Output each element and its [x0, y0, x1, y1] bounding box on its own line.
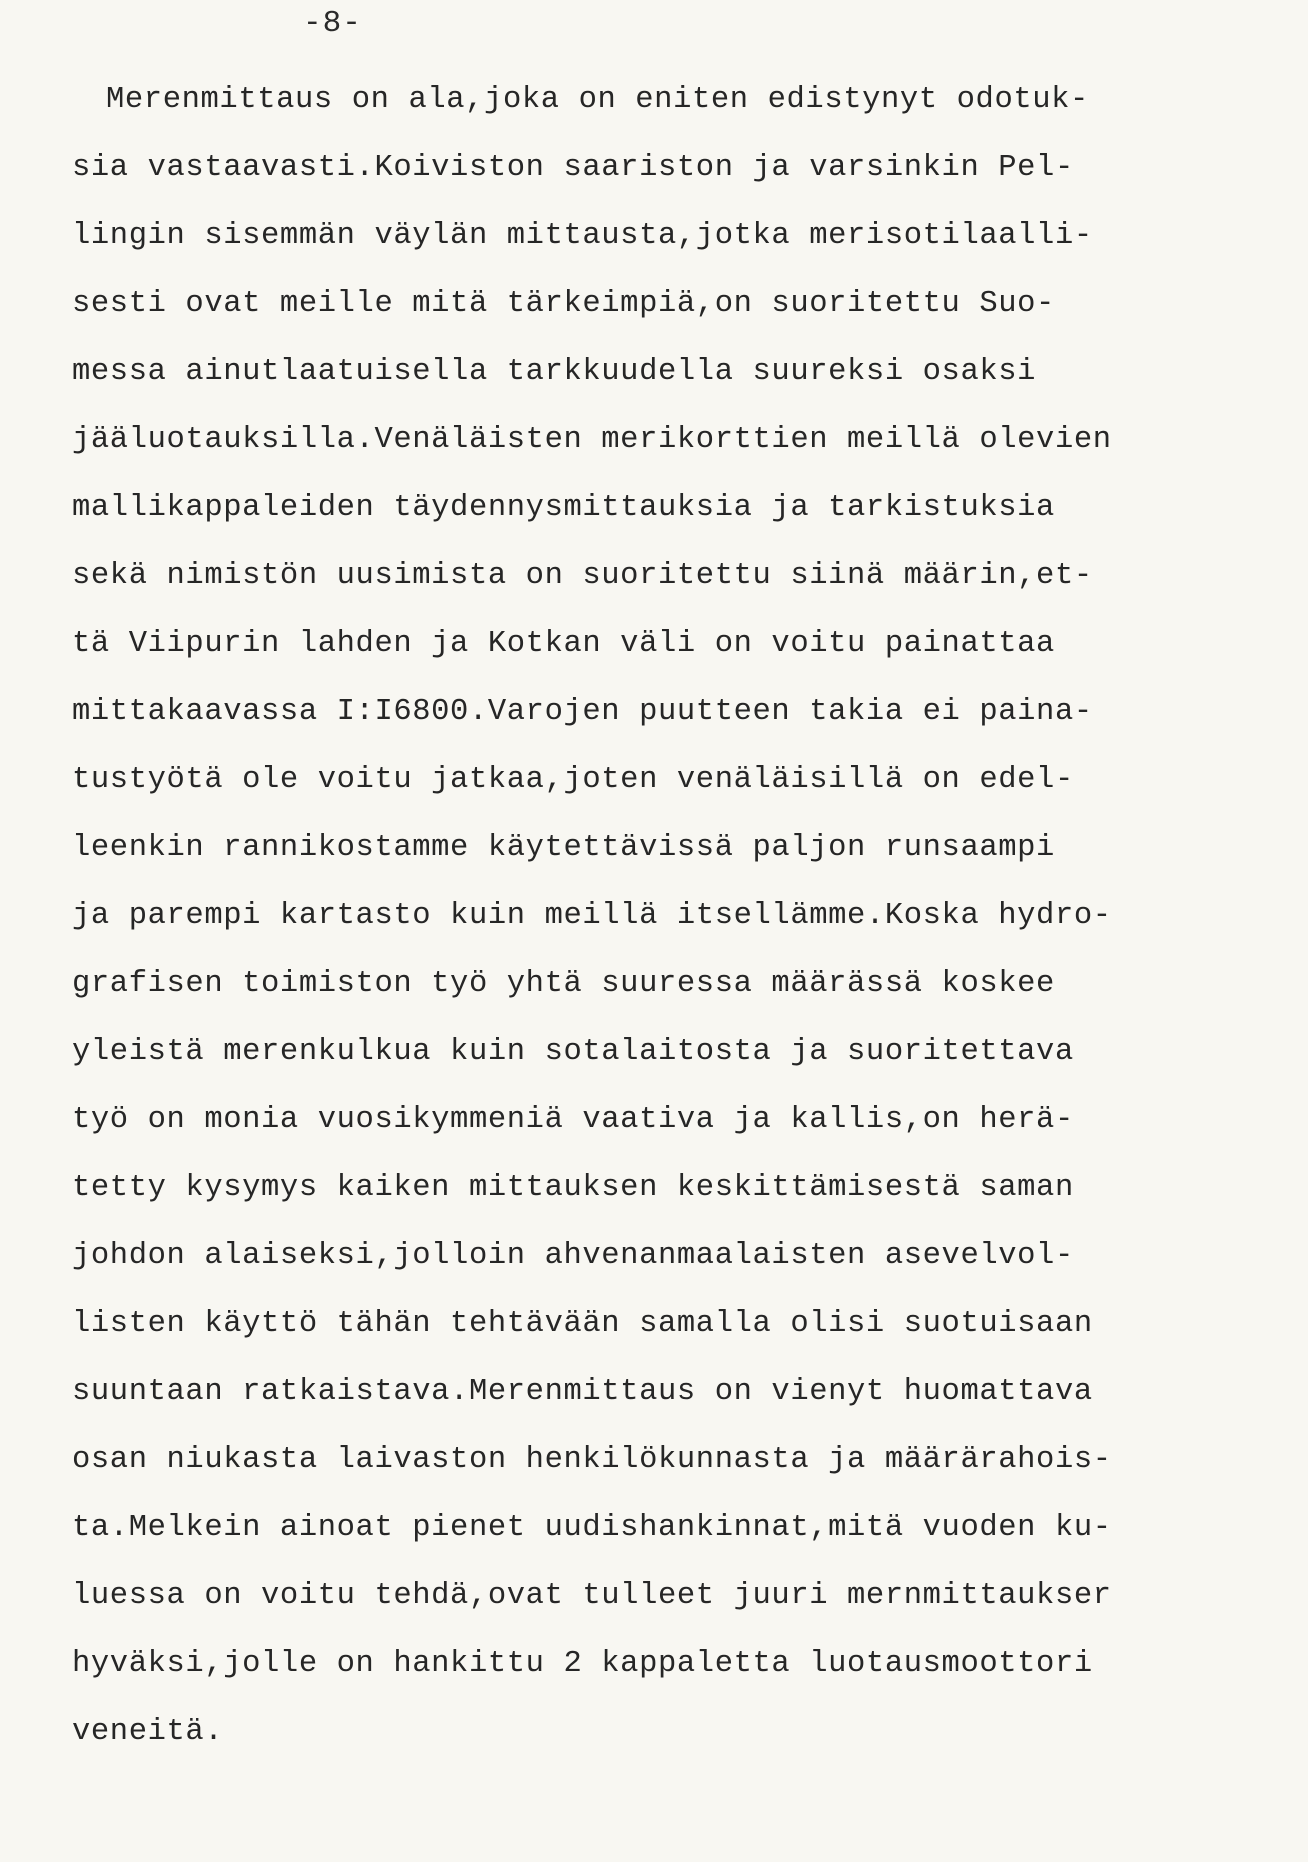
text-line: lingin sisemmän väylän mittausta,jotka merisotilaalli-: [72, 219, 1093, 253]
text-line: sia vastaavasti.Koiviston saariston ja varsinkin Pel-: [72, 151, 1074, 185]
text-line: yleistä merenkulkua kuin sotalaitosta ja suoritettava: [72, 1035, 1074, 1069]
text-line: ja parempi kartasto kuin meillä itsellämme.Koska hydro-: [72, 899, 1112, 933]
text-line: messa ainutlaatuisella tarkkuudella suureksi osaksi: [72, 355, 1037, 389]
text-line: työ on monia vuosikymmeniä vaativa ja kallis,on herä-: [72, 1103, 1074, 1137]
text-line: hyväksi,jolle on hankittu 2 kappaletta luotausmoottori: [72, 1647, 1093, 1681]
text-line: ta.Melkein ainoat pienet uudishankinnat,mitä vuoden ku-: [72, 1511, 1112, 1545]
text-line: luessa on voitu tehdä,ovat tulleet juuri mernmittaukser: [72, 1579, 1112, 1613]
text-line: suuntaan ratkaistava.Merenmittaus on vienyt huomattava: [72, 1375, 1093, 1409]
text-line: osan niukasta laivaston henkilökunnasta ja määrärahois-: [72, 1443, 1112, 1477]
text-line: johdon alaiseksi,jolloin ahvenanmaalaisten asevelvol-: [72, 1239, 1074, 1273]
text-line: sesti ovat meille mitä tärkeimpiä,on suoritettu Suo-: [72, 287, 1055, 321]
text-line: tustyötä ole voitu jatkaa,joten venäläisillä on edel-: [72, 763, 1074, 797]
text-line: mittakaavassa I:I6800.Varojen puutteen takia ei paina-: [72, 695, 1093, 729]
text-line: grafisen toimiston työ yhtä suuressa määrässä koskee: [72, 967, 1055, 1001]
text-line: veneitä.: [72, 1715, 224, 1749]
text-line: leenkin rannikostamme käytettävissä paljon runsaampi: [72, 831, 1055, 865]
text-line: tä Viipurin lahden ja Kotkan väli on voitu painattaa: [72, 627, 1055, 661]
text-line: Merenmittaus on ala,joka on eniten edistynyt odotuk-: [106, 83, 1089, 117]
typed-body-text: [72, 66, 1272, 1766]
text-line: listen käyttö tähän tehtävään samalla olisi suotuisaan: [72, 1307, 1093, 1341]
text-line: sekä nimistön uusimista on suoritettu siinä määrin,et-: [72, 559, 1093, 593]
text-line: mallikappaleiden täydennysmittauksia ja tarkistuksia: [72, 491, 1055, 525]
page-number: -8-: [303, 6, 362, 41]
text-line: jääluotauksilla.Venäläisten merikorttien meillä olevien: [72, 423, 1112, 457]
text-line: tetty kysymys kaiken mittauksen keskittämisestä saman: [72, 1171, 1074, 1205]
